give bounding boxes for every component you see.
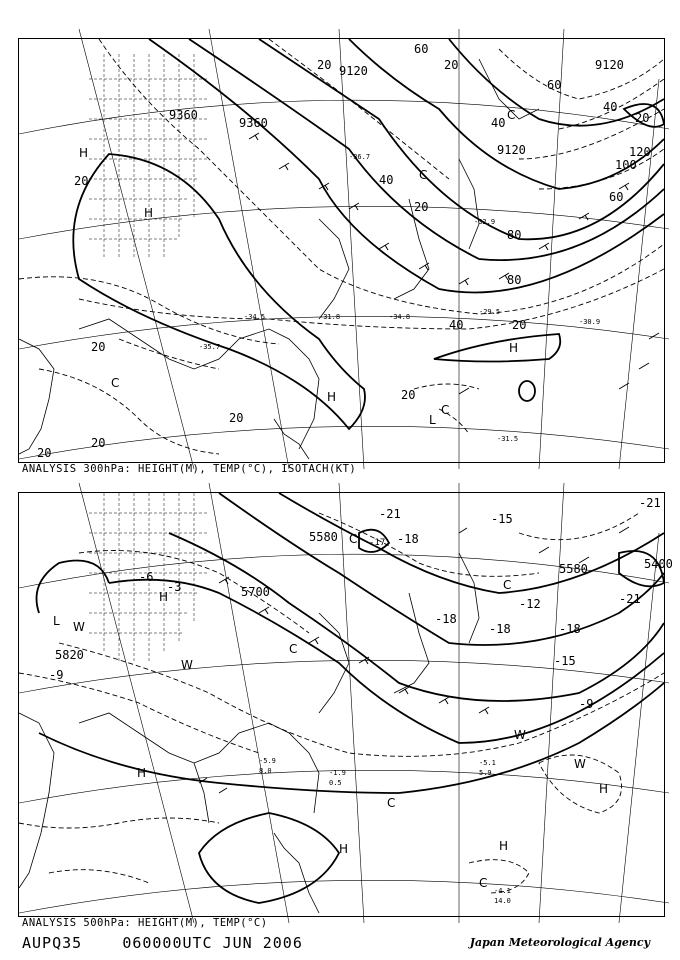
agency-name: Japan Meteorological Agency bbox=[469, 936, 650, 949]
isotach-label: 20 bbox=[512, 318, 527, 332]
high-center: H bbox=[599, 782, 609, 796]
isotach-label: 20 bbox=[74, 174, 89, 188]
temp-label: -36.7 bbox=[349, 153, 371, 161]
cold-center: C bbox=[503, 578, 512, 592]
height-label: 5700 bbox=[241, 585, 270, 599]
cold-center: C bbox=[111, 376, 120, 390]
high-center: H bbox=[339, 842, 349, 856]
isotach-label: 20 bbox=[635, 111, 650, 125]
isotach-label: 40 bbox=[379, 173, 394, 187]
cold-center: C bbox=[387, 796, 396, 810]
isotach-label: 20 bbox=[91, 340, 106, 354]
station-value: 0.5 bbox=[329, 779, 342, 787]
temp-label: -34.8 bbox=[389, 313, 411, 321]
low-center: L bbox=[53, 614, 60, 628]
warm-center: W bbox=[73, 620, 85, 634]
isotach-label: 60 bbox=[547, 78, 562, 92]
caption-300hpa: ANALYSIS 300hPa: HEIGHT(M), TEMP(°C), ISOTACH(KT) bbox=[22, 463, 357, 475]
temp-contour-label: -21 bbox=[639, 496, 661, 510]
isotach-label: 20 bbox=[401, 388, 416, 402]
isotach-label: 20 bbox=[229, 411, 244, 425]
isotach-label: 20 bbox=[37, 446, 52, 460]
isotach-label: 40 bbox=[491, 116, 506, 130]
isotach-label: 80 bbox=[507, 273, 522, 287]
cold-center: C bbox=[507, 108, 516, 122]
high-center: H bbox=[159, 590, 169, 604]
temp-contour-label: -3 bbox=[167, 580, 182, 594]
temp-label: -34.5 bbox=[244, 313, 266, 321]
cold-center: C bbox=[349, 532, 358, 546]
height-label: 5580 bbox=[559, 562, 588, 576]
warm-center: W bbox=[574, 757, 586, 771]
cold-center: C bbox=[419, 168, 428, 182]
temp-contour-label: -18 bbox=[489, 622, 511, 636]
temp-contour-label: -6 bbox=[139, 570, 154, 584]
station-value: 8.0 bbox=[259, 767, 272, 775]
wind-barbs bbox=[249, 133, 659, 394]
coastlines bbox=[19, 553, 479, 913]
temp-contour-label: -18 bbox=[559, 622, 581, 636]
station-value: 5.9 bbox=[479, 769, 492, 777]
station-value: -5.9 bbox=[259, 757, 276, 765]
height-contours bbox=[73, 39, 664, 429]
isotach-label: 40 bbox=[603, 100, 618, 114]
height-label: 9120 bbox=[595, 58, 624, 72]
isotach-label: 60 bbox=[414, 42, 429, 56]
temp-contour-label: -18 bbox=[397, 532, 419, 546]
temp-contour-label: -21 bbox=[379, 507, 401, 521]
height-label: 9360 bbox=[239, 116, 268, 130]
warm-center: W bbox=[181, 658, 193, 672]
isotach-label: 20 bbox=[317, 58, 332, 72]
height-label: 5820 bbox=[55, 648, 84, 662]
graticule bbox=[19, 483, 669, 923]
station-value: -1.9 bbox=[329, 769, 346, 777]
map-500hpa-canvas bbox=[19, 493, 673, 916]
temp-contour-label: -12 bbox=[519, 597, 541, 611]
map-panel-300hpa bbox=[18, 38, 665, 463]
temp-label: -31.5 bbox=[497, 435, 519, 443]
temp-label: -30.9 bbox=[579, 318, 601, 326]
height-label: 5400 bbox=[644, 557, 673, 571]
temp-contour-label: -21 bbox=[619, 592, 641, 606]
temp-label: -31.8 bbox=[319, 313, 341, 321]
temp-contour-label: -9 bbox=[49, 668, 64, 682]
temp-contour-label: -15 bbox=[491, 512, 513, 526]
isotach-label: 60 bbox=[609, 190, 624, 204]
temp-label: -35.7 bbox=[199, 343, 221, 351]
high-center: H bbox=[79, 146, 89, 160]
isotach-label: 20 bbox=[91, 436, 106, 450]
cold-center: C bbox=[289, 642, 298, 656]
caption-500hpa: ANALYSIS 500hPa: HEIGHT(M), TEMP(°C) bbox=[22, 917, 268, 929]
low-center: L bbox=[429, 413, 436, 427]
warm-center: W bbox=[514, 728, 526, 742]
height-label: 9120 bbox=[339, 64, 368, 78]
isotach-label: 20 bbox=[444, 58, 459, 72]
temp-label: -29.5 bbox=[479, 308, 501, 316]
bulletin-header bbox=[22, 934, 303, 952]
isotach-label: 80 bbox=[507, 228, 522, 242]
map-panel-500hpa bbox=[18, 492, 673, 917]
map-300hpa-canvas bbox=[19, 39, 664, 462]
temp-contour-label: -18 bbox=[435, 612, 457, 626]
cold-center: C bbox=[441, 403, 450, 417]
high-center: H bbox=[144, 206, 154, 220]
isotach-label: 100 bbox=[615, 158, 637, 172]
high-center: H bbox=[509, 341, 519, 355]
isotach-label: 40 bbox=[449, 318, 464, 332]
high-center: H bbox=[499, 839, 509, 853]
temp-contour-label: -15 bbox=[554, 654, 576, 668]
temp-contour-label: -9 bbox=[579, 697, 594, 711]
station-value: 14.0 bbox=[494, 897, 511, 905]
station-value: -5.1 bbox=[479, 759, 496, 767]
bulletin-code: AUPQ35 bbox=[22, 934, 83, 952]
isotach-label: 120 bbox=[629, 145, 651, 159]
isotach-label: 20 bbox=[414, 200, 429, 214]
high-center: H bbox=[327, 390, 337, 404]
height-label: 5580 bbox=[309, 530, 338, 544]
station-value: -17 bbox=[369, 538, 386, 548]
cold-center: C bbox=[479, 876, 488, 890]
station-value: -4.1 bbox=[494, 887, 511, 895]
high-center: H bbox=[137, 766, 147, 780]
height-label: 9120 bbox=[497, 143, 526, 157]
bulletin-time: 060000UTC JUN 2006 bbox=[122, 934, 303, 952]
temp-label: -32.9 bbox=[474, 218, 496, 226]
height-label: 9360 bbox=[169, 108, 198, 122]
